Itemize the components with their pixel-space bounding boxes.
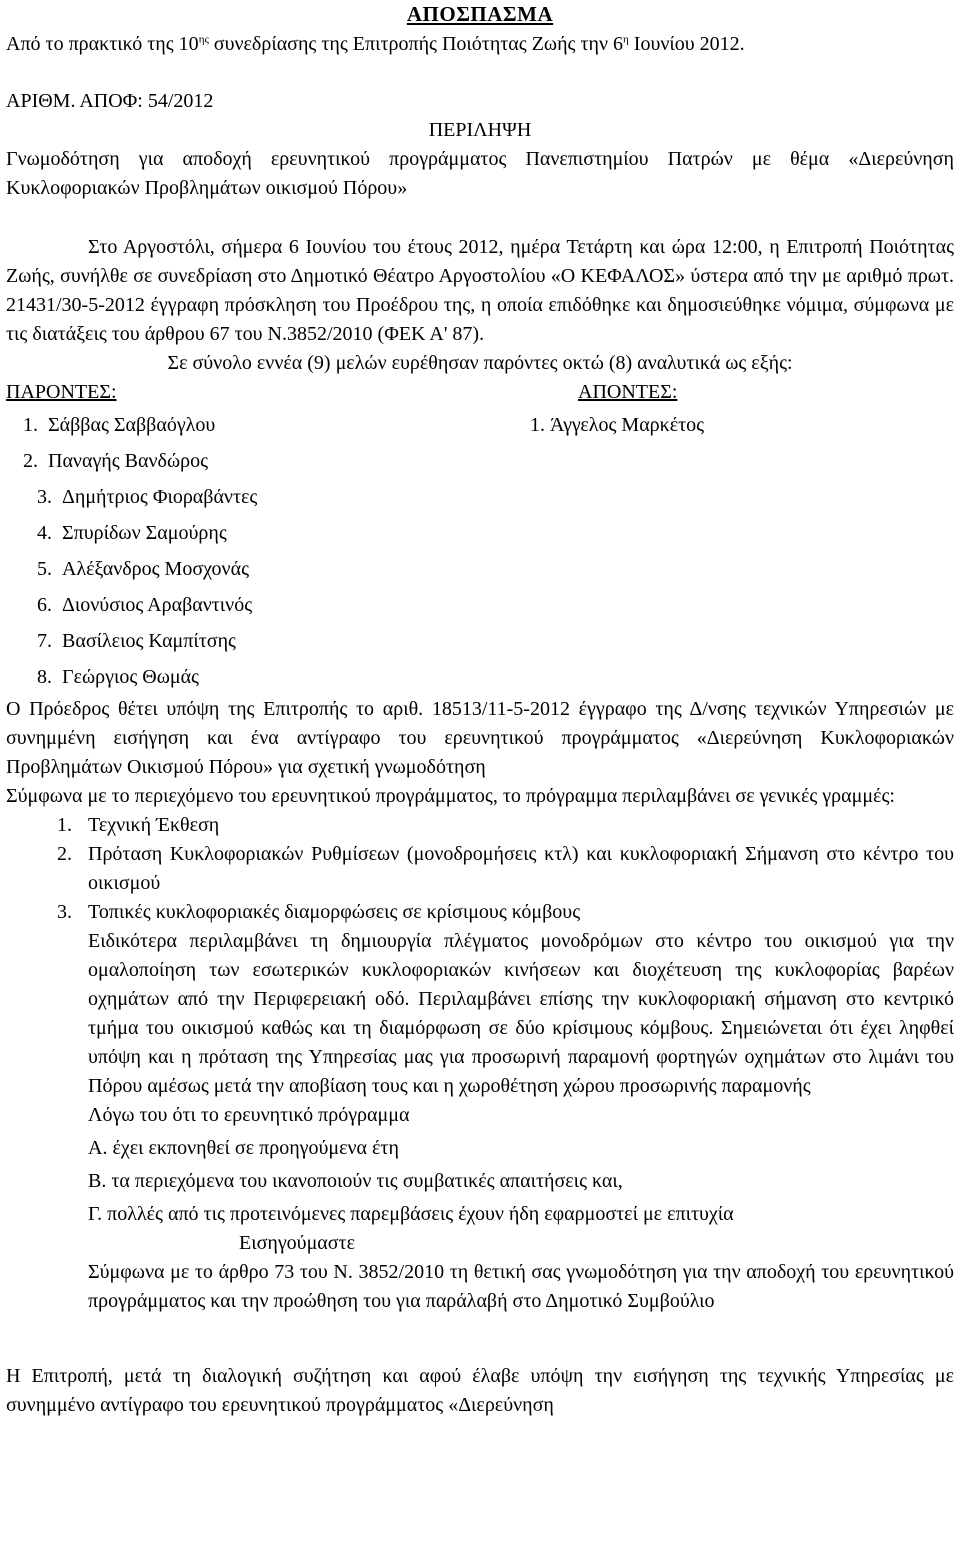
- list-item: 1. Τεχνική Έκθεση: [57, 814, 220, 836]
- list-item: 8. Γεώργιος Θωμάς: [37, 665, 199, 688]
- attendance-labels: [6, 378, 954, 407]
- program-items: [6, 811, 954, 927]
- intro-paragraph: Στο Αργοστόλι, σήμερα 6 Ιουνίου του έτους 2012, ημέρα Τετάρτη και ώρα 12:00, η Επιτροπή Ποιότητας Ζωής, συνήλθε σε συνεδρίαση στο Δημοτικό Θέατρο Αργοστολίου «Ο ΚΕΦΑΛΟΣ» ύστερα από την με αριθμό πρωτ. 21431/30-5-2012 έγγραφη πρόσκληση του Προέδρου της, η οποία επιδόθηκε και δημοσιεύθηκε νόμιμα, σύμφωνα με τις διατάξεις του άρθρου 67 του Ν.3852/2010 (ΦΕΚ Α' 87).: [6, 236, 954, 345]
- decision-number: ΑΡΙΘΜ. ΑΠΟΦ: 54/2012: [6, 90, 214, 112]
- propose-heading: Εισηγούμαστε: [239, 1232, 355, 1254]
- present-label: ΠΑΡΟΝΤΕΣ:: [6, 381, 117, 403]
- list-item: 5. Αλέξανδρος Μοσχονάς: [37, 557, 250, 580]
- quorum-text: Σε σύνολο εννέα (9) μελών ευρέθησαν παρόντες οκτώ (8) αναλυτικά ως εξής:: [167, 352, 793, 374]
- list-item: 7. Βασίλειος Καμπίτσης: [37, 629, 236, 652]
- title-text: ΑΠΟΣΠΑΣΜΑ: [406, 2, 554, 26]
- list-item: 6. Διονύσιος Αραβαντινός: [37, 593, 253, 616]
- present-list: [6, 407, 954, 695]
- program-details: Ειδικότερα περιλαμβάνει τη δημιουργία πλέγματος μονοδρόμων στο κέντρο του οικισμού για την ομαλοποίηση των εσωτερικών κυκλοφοριακών κινήσεων και διοχέτευση της κυκλοφορίας βαρέων οχημάτων από την Περιφερειακή οδό. Περιλαμβάνει επίσης την κυκλοφοριακή σήμανση στο κεντρικό τμήμα του οικισμού καθώς και τη διαμόρφωση σε δύο κρίσιμους κόμβους. Σημειώνεται ότι έχει ληφθεί υπόψη και η πρόταση της Υπηρεσίας μας για προσωρινή παραμονή φορτηγών οχημάτων στο λιμάνι του Πόρου αμέσως μετά την αποβίαση τους και η χωροθέτηση χώρου προσωρινής παραμονής: [88, 930, 954, 1097]
- list-item: 1. Σάββας Σαββαόγλου: [23, 413, 216, 436]
- list-item: 3. Δημήτριος Φιοραβάντες: [37, 485, 258, 508]
- program-intro: Σύμφωνα με το περιεχόμενο του ερευνητικού προγράμματος, το πρόγραμμα περιλαμβάνει σε γενικές γραμμές:: [6, 785, 895, 807]
- list-item: 2. Πρόταση Κυκλοφοριακών Ρυθμίσεων (μονοδρομήσεις κτλ) και κυκλοφοριακή Σήμανση στο κέντρο του οικισμού: [57, 843, 954, 894]
- absent-list-item: 1. Άγγελος Μαρκέτος: [530, 413, 705, 436]
- reason-intro: Λόγω του ότι το ερευνητικό πρόγραμμα: [88, 1104, 410, 1126]
- list-item: 4. Σπυρίδων Σαμούρης: [37, 521, 227, 544]
- summary-heading: ΠΕΡΙΛΗΨΗ: [428, 119, 532, 141]
- reason-b: Β. τα περιεχόμενα του ικανοποιούν τις συμβατικές απαιτήσεις και,: [88, 1170, 623, 1192]
- reason-c: Γ. πολλές από τις προτεινόμενες παρεμβάσεις έχουν ήδη εφαρμοστεί με επιτυχία: [88, 1203, 734, 1225]
- reason-a: Α. έχει εκπονηθεί σε προηγούμενα έτη: [88, 1137, 399, 1159]
- absent-label: ΑΠΟΝΤΕΣ:: [578, 381, 678, 403]
- chair-paragraph: Ο Πρόεδρος θέτει υπόψη της Επιτροπής το αριθ. 18513/11-5-2012 έγγραφο της Δ/νσης τεχνικών Υπηρεσιών με συνημμένη εισήγηση και ένα αντίγραφο του ερευνητικού προγράμματος «Διερεύνηση Κυκλοφοριακών Προβλημάτων Οικισμού Πόρου» για σχετική γνωμοδότηση: [6, 698, 954, 778]
- list-item: 2. Παναγής Βανδώρος: [23, 449, 209, 472]
- list-item: 3. Τοπικές κυκλοφοριακές διαμορφώσεις σε κρίσιμους κόμβους: [57, 901, 581, 923]
- closing-paragraph: Η Επιτροπή, μετά τη διαλογική συζήτηση και αφού έλαβε υπόψη την εισήγηση της τεχνικής Υπηρεσίας με συνημμένο αντίγραφο του ερευνητικού προγράμματος «Διερεύνηση: [6, 1365, 954, 1416]
- program-details-block: [6, 927, 954, 1316]
- document-title: [6, 0, 954, 30]
- document-subtitle: Από το πρακτικό της $10^{\eta\varsigma}$ συνεδρίασης της Επιτροπής Ποιότητας Ζωής την $6^\eta$ Ιουνίου 2012.: [6, 33, 745, 55]
- attendance-lists: [6, 407, 954, 695]
- proposal-text: Σύμφωνα με το άρθρο 73 του Ν. 3852/2010 τη θετική σας γνωμοδότηση για την αποδοχή του ερευνητικού προγράμματος και την προώθηση του για παράλαβή στο Δημοτικό Συμβούλιο: [88, 1261, 954, 1312]
- summary-text: Γνωμοδότηση για αποδοχή ερευνητικού προγράμματος Πανεπιστημίου Πατρών με θέμα «Διερεύνηση Κυκλοφοριακών Προβλημάτων οικισμού Πόρου»: [6, 148, 954, 199]
